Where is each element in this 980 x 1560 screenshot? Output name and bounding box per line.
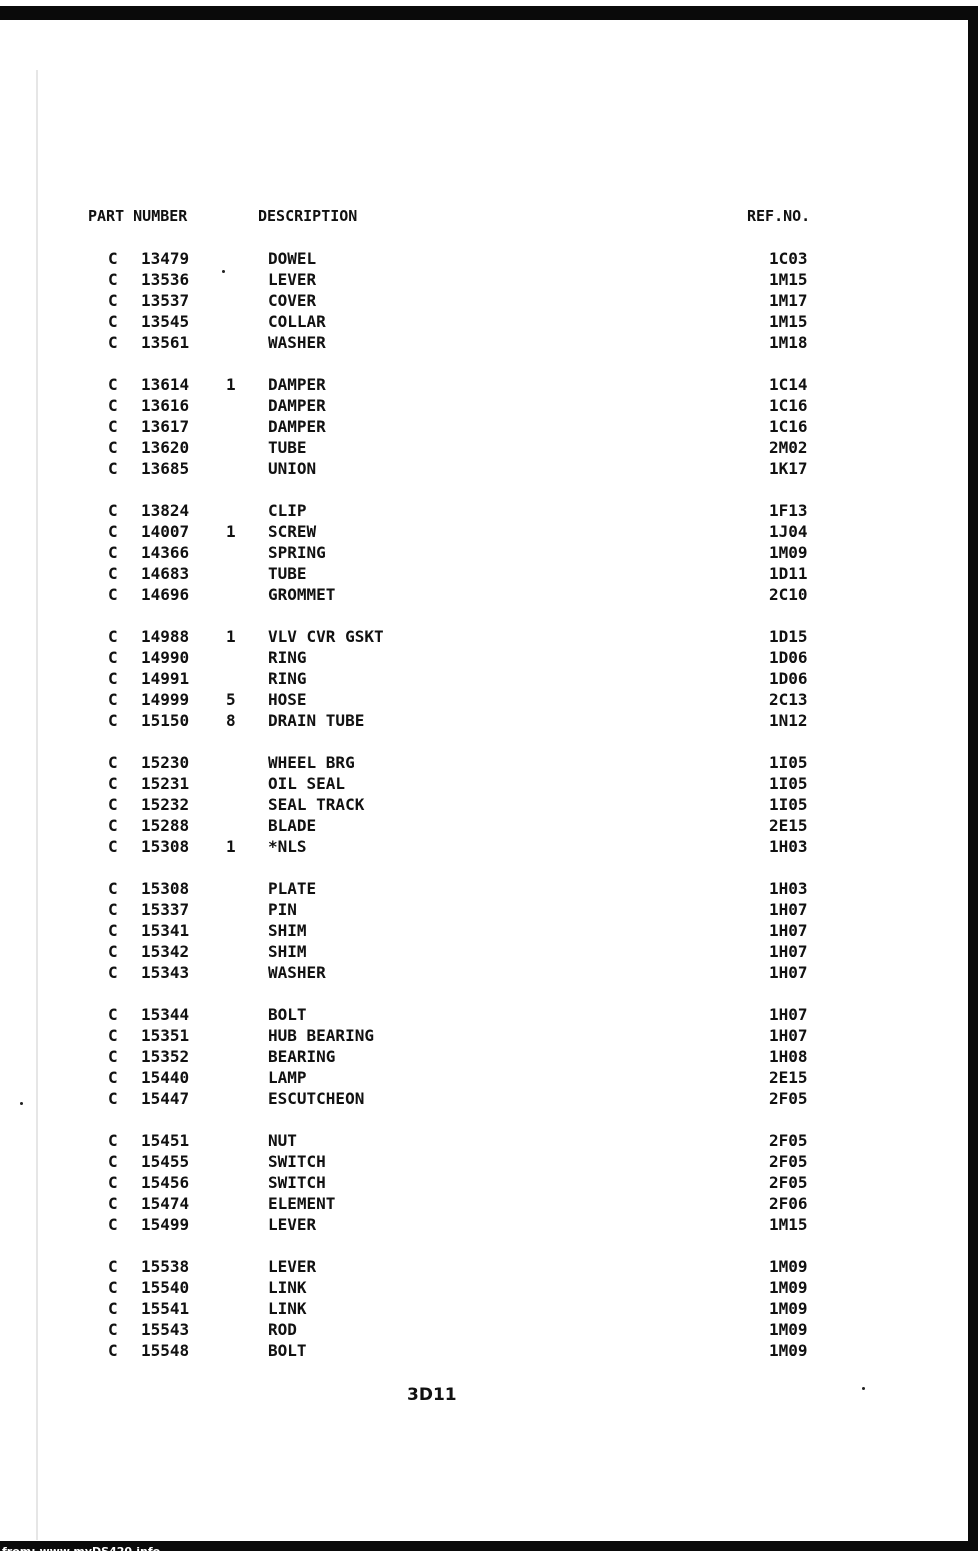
part-prefix: C: [108, 1341, 118, 1360]
part-row: [0, 899, 980, 920]
part-ref: 1M15: [769, 312, 808, 331]
part-prefix: C: [108, 837, 118, 856]
part-row: [0, 962, 980, 983]
part-row: [0, 332, 980, 353]
part-ref: 2F05: [769, 1089, 808, 1108]
part-row: [0, 668, 980, 689]
part-row: [0, 563, 980, 584]
part-prefix: C: [108, 1278, 118, 1297]
part-prefix: C: [108, 312, 118, 331]
part-row: [0, 1298, 980, 1319]
part-description: SCREW: [268, 522, 317, 541]
part-description: COVER: [268, 291, 317, 310]
part-ref: 1D15: [769, 627, 808, 646]
part-number: 15308: [141, 879, 190, 898]
part-ref: 1H07: [769, 1005, 808, 1024]
part-description: NUT: [268, 1131, 297, 1150]
part-prefix: C: [108, 1152, 118, 1171]
part-ref: 1M15: [769, 1215, 808, 1234]
part-prefix: C: [108, 459, 118, 478]
part-ref: 2C10: [769, 585, 808, 604]
part-row: [0, 437, 980, 458]
parts-group: [0, 626, 980, 731]
part-number: 15344: [141, 1005, 190, 1024]
page-code: 3D11: [407, 1385, 457, 1405]
part-prefix: C: [108, 1026, 118, 1045]
part-row: [0, 584, 980, 605]
part-ref: 1J04: [769, 522, 808, 541]
part-number: 13617: [141, 417, 190, 436]
part-description: RING: [268, 648, 307, 667]
part-row: [0, 248, 980, 269]
part-row: [0, 269, 980, 290]
part-row: [0, 1088, 980, 1109]
scan-speck: [862, 1387, 865, 1390]
part-ref: 2E15: [769, 816, 808, 835]
part-ref: 1M09: [769, 1299, 808, 1318]
part-ref: 1I05: [769, 774, 808, 793]
part-qty: 5: [226, 690, 236, 709]
part-number: 15538: [141, 1257, 190, 1276]
part-number: 15288: [141, 816, 190, 835]
part-number: 13561: [141, 333, 190, 352]
part-number: 13616: [141, 396, 190, 415]
part-number: 15342: [141, 942, 190, 961]
part-ref: 1H03: [769, 837, 808, 856]
part-prefix: C: [108, 1068, 118, 1087]
part-description: WASHER: [268, 333, 326, 352]
part-ref: 1K17: [769, 459, 808, 478]
part-number: 15337: [141, 900, 190, 919]
parts-group: [0, 878, 980, 983]
part-ref: 1F13: [769, 501, 808, 520]
header-description: DESCRIPTION: [258, 207, 358, 225]
part-number: 15456: [141, 1173, 190, 1192]
part-row: [0, 1151, 980, 1172]
part-row: [0, 395, 980, 416]
part-ref: 2F05: [769, 1131, 808, 1150]
part-ref: 2E15: [769, 1068, 808, 1087]
part-row: [0, 521, 980, 542]
part-row: [0, 752, 980, 773]
part-row: [0, 626, 980, 647]
part-ref: 1D06: [769, 669, 808, 688]
part-prefix: C: [108, 921, 118, 940]
part-row: [0, 542, 980, 563]
part-description: BOLT: [268, 1341, 307, 1360]
part-number: 15440: [141, 1068, 190, 1087]
part-ref: 1I05: [769, 753, 808, 772]
part-ref: 1M09: [769, 1278, 808, 1297]
parts-group: [0, 500, 980, 605]
part-ref: 1H07: [769, 963, 808, 982]
part-description: BLADE: [268, 816, 317, 835]
part-ref: 1C14: [769, 375, 808, 394]
part-description: *NLS: [268, 837, 307, 856]
part-number: 15541: [141, 1299, 190, 1318]
part-ref: 1H07: [769, 900, 808, 919]
part-description: OIL SEAL: [268, 774, 346, 793]
part-ref: 1M17: [769, 291, 808, 310]
scan-speck: [222, 270, 225, 273]
part-description: ELEMENT: [268, 1194, 336, 1213]
part-prefix: C: [108, 1131, 118, 1150]
header-part-number: PART NUMBER: [88, 207, 188, 225]
part-ref: 1H08: [769, 1047, 808, 1066]
footer-source: from: www.myDS420.info: [2, 1545, 161, 1558]
part-ref: 1I05: [769, 795, 808, 814]
part-description: TUBE: [268, 438, 307, 457]
part-row: [0, 311, 980, 332]
part-row: [0, 794, 980, 815]
part-row: [0, 1004, 980, 1025]
part-description: DAMPER: [268, 396, 326, 415]
part-prefix: C: [108, 774, 118, 793]
part-description: ROD: [268, 1320, 297, 1339]
part-description: PIN: [268, 900, 297, 919]
part-row: [0, 920, 980, 941]
part-ref: 1M09: [769, 1341, 808, 1360]
part-description: WASHER: [268, 963, 326, 982]
part-description: SHIM: [268, 921, 307, 940]
part-number: 15540: [141, 1278, 190, 1297]
part-description: HOSE: [268, 690, 307, 709]
parts-list: [0, 248, 980, 1382]
part-number: 13479: [141, 249, 190, 268]
parts-group: [0, 248, 980, 353]
part-ref: 1H07: [769, 942, 808, 961]
part-prefix: C: [108, 585, 118, 604]
part-ref: 1H07: [769, 1026, 808, 1045]
part-description: LINK: [268, 1278, 307, 1297]
part-prefix: C: [108, 1215, 118, 1234]
part-prefix: C: [108, 627, 118, 646]
part-row: [0, 1277, 980, 1298]
part-description: UNION: [268, 459, 317, 478]
part-prefix: C: [108, 375, 118, 394]
part-qty: 1: [226, 522, 236, 541]
part-number: 15341: [141, 921, 190, 940]
part-number: 13620: [141, 438, 190, 457]
part-row: [0, 773, 980, 794]
part-ref: 2M02: [769, 438, 808, 457]
part-number: 15499: [141, 1215, 190, 1234]
part-row: [0, 941, 980, 962]
part-description: TUBE: [268, 564, 307, 583]
part-ref: 1C16: [769, 396, 808, 415]
part-row: [0, 1193, 980, 1214]
part-description: LEVER: [268, 1257, 317, 1276]
part-number: 15451: [141, 1131, 190, 1150]
part-row: [0, 458, 980, 479]
part-number: 15352: [141, 1047, 190, 1066]
part-row: [0, 878, 980, 899]
part-description: SHIM: [268, 942, 307, 961]
scan-border-top: [0, 6, 975, 20]
part-ref: 1M09: [769, 1320, 808, 1339]
part-ref: 1M09: [769, 543, 808, 562]
part-prefix: C: [108, 270, 118, 289]
part-row: [0, 689, 980, 710]
part-prefix: C: [108, 1299, 118, 1318]
part-prefix: C: [108, 1257, 118, 1276]
part-description: BOLT: [268, 1005, 307, 1024]
part-number: 14999: [141, 690, 190, 709]
part-number: 15343: [141, 963, 190, 982]
part-row: [0, 1340, 980, 1361]
part-prefix: C: [108, 669, 118, 688]
part-number: 15230: [141, 753, 190, 772]
part-number: 14991: [141, 669, 190, 688]
part-ref: 2F05: [769, 1173, 808, 1192]
header-ref-no: REF.NO.: [747, 207, 811, 225]
part-row: [0, 836, 980, 857]
part-number: 15232: [141, 795, 190, 814]
part-description: PLATE: [268, 879, 317, 898]
part-row: [0, 710, 980, 731]
part-ref: 1M15: [769, 270, 808, 289]
part-description: SWITCH: [268, 1152, 326, 1171]
part-row: [0, 416, 980, 437]
part-description: RING: [268, 669, 307, 688]
part-number: 13537: [141, 291, 190, 310]
part-prefix: C: [108, 564, 118, 583]
part-description: DOWEL: [268, 249, 317, 268]
part-prefix: C: [108, 942, 118, 961]
part-row: [0, 500, 980, 521]
part-prefix: C: [108, 1320, 118, 1339]
part-number: 13614: [141, 375, 190, 394]
part-number: 15455: [141, 1152, 190, 1171]
part-qty: 1: [226, 375, 236, 394]
part-prefix: C: [108, 543, 118, 562]
part-prefix: C: [108, 417, 118, 436]
part-qty: 8: [226, 711, 236, 730]
parts-group: [0, 752, 980, 857]
part-row: [0, 1025, 980, 1046]
part-description: COLLAR: [268, 312, 326, 331]
part-number: 15447: [141, 1089, 190, 1108]
part-ref: 1H03: [769, 879, 808, 898]
part-description: DRAIN TUBE: [268, 711, 365, 730]
part-ref: 1C03: [769, 249, 808, 268]
column-headers: [0, 207, 980, 229]
part-description: VLV CVR GSKT: [268, 627, 384, 646]
part-number: 14990: [141, 648, 190, 667]
parts-group: [0, 374, 980, 479]
part-ref: 1C16: [769, 417, 808, 436]
part-prefix: C: [108, 1005, 118, 1024]
parts-group: [0, 1004, 980, 1109]
part-number: 13824: [141, 501, 190, 520]
part-row: [0, 374, 980, 395]
part-number: 15548: [141, 1341, 190, 1360]
part-prefix: C: [108, 648, 118, 667]
part-row: [0, 1172, 980, 1193]
part-prefix: C: [108, 438, 118, 457]
part-row: [0, 1256, 980, 1277]
part-number: 13545: [141, 312, 190, 331]
part-prefix: C: [108, 1194, 118, 1213]
part-prefix: C: [108, 1173, 118, 1192]
part-description: LEVER: [268, 1215, 317, 1234]
part-ref: 1D06: [769, 648, 808, 667]
part-number: 13685: [141, 459, 190, 478]
part-number: 14696: [141, 585, 190, 604]
parts-group: [0, 1256, 980, 1361]
part-prefix: C: [108, 753, 118, 772]
part-description: LINK: [268, 1299, 307, 1318]
part-row: [0, 1319, 980, 1340]
part-number: 15150: [141, 711, 190, 730]
part-prefix: C: [108, 291, 118, 310]
part-description: WHEEL BRG: [268, 753, 355, 772]
part-description: DAMPER: [268, 375, 326, 394]
part-ref: 1N12: [769, 711, 808, 730]
part-ref: 1M18: [769, 333, 808, 352]
part-row: [0, 815, 980, 836]
scan-speck: [20, 1102, 23, 1105]
part-ref: 1D11: [769, 564, 808, 583]
part-description: CLIP: [268, 501, 307, 520]
part-row: [0, 1046, 980, 1067]
part-number: 15231: [141, 774, 190, 793]
part-description: DAMPER: [268, 417, 326, 436]
part-description: BEARING: [268, 1047, 336, 1066]
part-prefix: C: [108, 333, 118, 352]
part-prefix: C: [108, 690, 118, 709]
part-ref: 2C13: [769, 690, 808, 709]
part-number: 15308: [141, 837, 190, 856]
part-description: SEAL TRACK: [268, 795, 365, 814]
part-number: 15474: [141, 1194, 190, 1213]
part-description: SWITCH: [268, 1173, 326, 1192]
parts-group: [0, 1130, 980, 1235]
part-prefix: C: [108, 1047, 118, 1066]
part-number: 13536: [141, 270, 190, 289]
part-prefix: C: [108, 501, 118, 520]
part-prefix: C: [108, 900, 118, 919]
part-row: [0, 1067, 980, 1088]
part-description: GROMMET: [268, 585, 336, 604]
part-prefix: C: [108, 1089, 118, 1108]
part-description: LAMP: [268, 1068, 307, 1087]
part-number: 15351: [141, 1026, 190, 1045]
part-prefix: C: [108, 522, 118, 541]
part-number: 15543: [141, 1320, 190, 1339]
part-prefix: C: [108, 396, 118, 415]
part-qty: 1: [226, 627, 236, 646]
part-prefix: C: [108, 816, 118, 835]
part-prefix: C: [108, 795, 118, 814]
part-prefix: C: [108, 879, 118, 898]
part-row: [0, 647, 980, 668]
part-ref: 2F05: [769, 1152, 808, 1171]
part-row: [0, 1130, 980, 1151]
part-number: 14988: [141, 627, 190, 646]
part-description: SPRING: [268, 543, 326, 562]
part-number: 14366: [141, 543, 190, 562]
part-prefix: C: [108, 249, 118, 268]
part-ref: 2F06: [769, 1194, 808, 1213]
part-description: LEVER: [268, 270, 317, 289]
part-ref: 1H07: [769, 921, 808, 940]
part-number: 14007: [141, 522, 190, 541]
part-prefix: C: [108, 963, 118, 982]
part-qty: 1: [226, 837, 236, 856]
part-prefix: C: [108, 711, 118, 730]
part-number: 14683: [141, 564, 190, 583]
part-description: HUB BEARING: [268, 1026, 374, 1045]
part-description: ESCUTCHEON: [268, 1089, 365, 1108]
part-ref: 1M09: [769, 1257, 808, 1276]
part-row: [0, 1214, 980, 1235]
part-row: [0, 290, 980, 311]
